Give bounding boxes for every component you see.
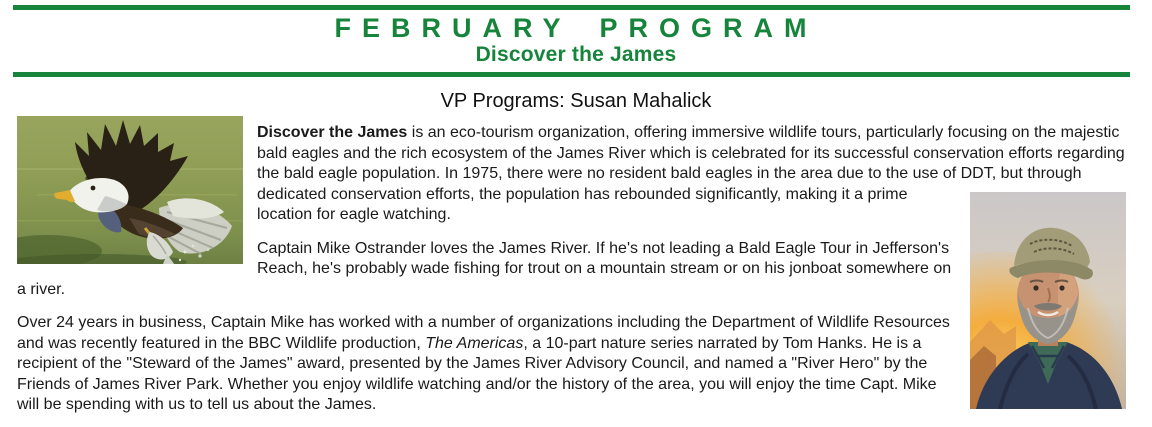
page-title: FEBRUARY PROGRAM (334, 13, 818, 43)
paragraph-history (17, 313, 1126, 416)
paragraph-history-rest: , a 10-part nature series narrated by Tom Hanks. He is a recipient of the "Steward of the James" award, presented by the James River Advisory Council, and named a "River Hero" by the Friends of James River Park. Whether you enjoy wildlife watching and/or the history of the area, you will enjoy the time Capt. Mike will be spending with us to tell us about the James. (17, 334, 937, 413)
paragraph-captain: Captain Mike Ostrander loves the James River. If he's not leading a Bald Eagle Tour in Jefferson's Reach, he's probably wade fishing for trout on a mountain stream or on his jonboat somewhere on a river. (17, 239, 952, 298)
page-subtitle: Discover the James (475, 43, 677, 66)
paragraph-intro-text: is an eco-tourism organization, offering immersive wildlife tours, particularly focusing on the majestic bald eagles and the rich ecosystem of the James River which is celebrated for its successful conservation efforts regarding the bald eagle population. In 1975, there were no resident bald eagles in the area due to the use of DDT, but through dedicated conservation efforts, the population has rebounded significantly, making it a prime location for eagle watching. (257, 124, 1125, 223)
bald-eagle-image (17, 116, 243, 264)
paragraph-history-lead: Over 24 years in business, Captain Mike has worked with a number of organizations including the Department of Wildlife Resources and was recently featured in the BBC Wildlife production, (17, 314, 950, 352)
captain-mike-photo (970, 192, 1126, 409)
bald-eagle-photo (17, 116, 243, 264)
org-name-bold: Discover the James (257, 124, 408, 141)
vp-programs-heading: VP Programs: Susan Mahalick (440, 90, 712, 112)
article-body (0, 123, 1152, 416)
captain-mike-image (970, 192, 1126, 409)
divider-rule-top (13, 5, 1130, 10)
series-title-italic: The Americas (425, 334, 524, 352)
divider-rule-bottom (13, 72, 1130, 77)
